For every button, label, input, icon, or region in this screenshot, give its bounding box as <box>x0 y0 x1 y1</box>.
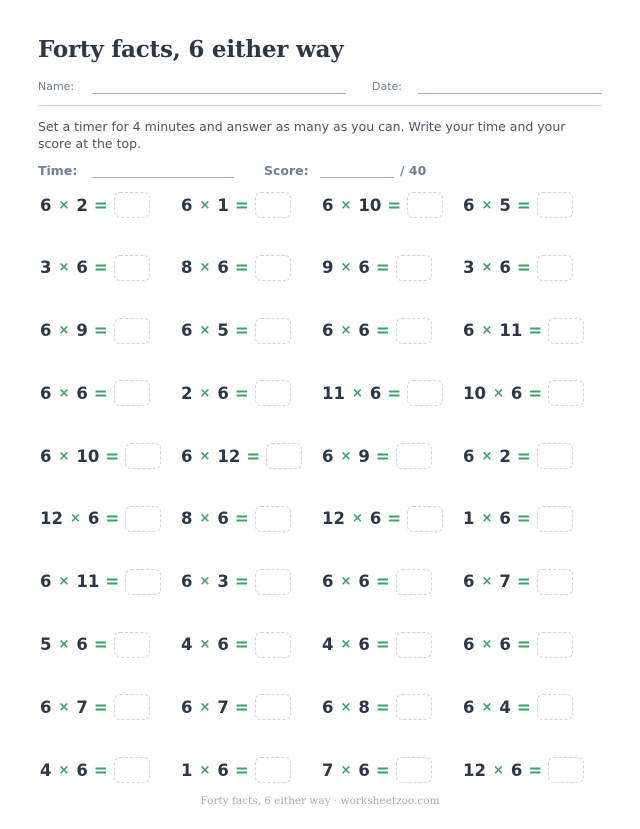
left-operand: 8 <box>181 509 193 529</box>
problem-item <box>463 191 603 219</box>
problem-item <box>40 505 180 533</box>
equals-sign: = <box>375 635 390 655</box>
equals-sign: = <box>516 195 531 215</box>
problem-item <box>181 505 321 533</box>
times-sign: × <box>199 637 211 653</box>
answer-box[interactable] <box>114 255 150 281</box>
times-sign: × <box>492 385 504 401</box>
page-title: Forty facts, 6 either way <box>38 36 344 63</box>
equals-sign: = <box>105 446 120 466</box>
left-operand: 6 <box>181 697 193 717</box>
times-sign: × <box>58 637 70 653</box>
times-sign: × <box>481 448 493 464</box>
left-operand: 12 <box>40 509 63 529</box>
left-operand: 6 <box>322 321 334 341</box>
right-operand: 6 <box>217 635 229 655</box>
right-operand: 6 <box>358 760 370 780</box>
left-operand: 11 <box>322 383 345 403</box>
left-operand: 6 <box>322 572 334 592</box>
problem-item <box>322 317 462 345</box>
answer-box[interactable] <box>537 632 573 658</box>
times-sign: × <box>69 511 81 527</box>
answer-box[interactable] <box>266 443 302 469</box>
left-operand: 3 <box>40 258 52 278</box>
equals-sign: = <box>516 509 531 529</box>
problem-item <box>40 693 180 721</box>
right-operand: 6 <box>369 383 382 403</box>
left-operand: 6 <box>463 195 475 215</box>
problem-row <box>40 254 600 317</box>
problem-item <box>181 191 321 219</box>
equals-sign: = <box>387 509 402 529</box>
equals-sign: = <box>528 760 543 780</box>
equals-sign: = <box>516 446 531 466</box>
name-label: Name: <box>38 80 75 93</box>
right-operand: 6 <box>87 509 100 529</box>
equals-sign: = <box>516 572 531 592</box>
equals-sign: = <box>105 509 120 529</box>
answer-box[interactable] <box>537 192 573 218</box>
problem-item <box>463 317 603 345</box>
left-operand: 6 <box>40 321 52 341</box>
left-operand: 6 <box>181 195 193 215</box>
right-operand: 6 <box>76 635 88 655</box>
problem-item <box>40 317 180 345</box>
answer-box[interactable] <box>114 380 150 406</box>
answer-box[interactable] <box>537 694 573 720</box>
answer-box[interactable] <box>396 443 432 469</box>
times-sign: × <box>199 323 211 339</box>
equals-sign: = <box>516 635 531 655</box>
left-operand: 8 <box>181 258 193 278</box>
problem-row <box>40 756 600 819</box>
answer-box[interactable] <box>537 443 573 469</box>
answer-box[interactable] <box>548 757 584 783</box>
left-operand: 12 <box>322 509 345 529</box>
times-sign: × <box>58 323 70 339</box>
left-operand: 6 <box>463 572 475 592</box>
times-sign: × <box>199 574 211 590</box>
problem-item <box>181 631 321 659</box>
times-sign: × <box>340 699 352 715</box>
times-sign: × <box>58 762 70 778</box>
left-operand: 2 <box>181 383 193 403</box>
problem-item <box>463 693 603 721</box>
right-operand: 9 <box>76 321 88 341</box>
equals-sign: = <box>528 321 543 341</box>
answer-box[interactable] <box>255 192 291 218</box>
answer-box[interactable] <box>396 318 432 344</box>
times-sign: × <box>340 448 352 464</box>
equals-sign: = <box>387 195 402 215</box>
equals-sign: = <box>93 258 108 278</box>
equals-sign: = <box>93 195 108 215</box>
time-score-row <box>38 163 602 183</box>
times-sign: × <box>340 323 352 339</box>
problem-row <box>40 379 600 442</box>
left-operand: 6 <box>40 572 52 592</box>
equals-sign: = <box>375 572 390 592</box>
times-sign: × <box>199 260 211 276</box>
answer-box[interactable] <box>114 757 150 783</box>
times-sign: × <box>481 637 493 653</box>
problem-item <box>322 631 462 659</box>
times-sign: × <box>58 385 70 401</box>
right-operand: 7 <box>499 572 511 592</box>
left-operand: 1 <box>463 509 475 529</box>
answer-box[interactable] <box>537 569 573 595</box>
equals-sign: = <box>234 635 249 655</box>
equals-sign: = <box>234 760 249 780</box>
answer-box[interactable] <box>396 255 432 281</box>
left-operand: 9 <box>322 258 334 278</box>
times-sign: × <box>340 197 352 213</box>
times-sign: × <box>199 197 211 213</box>
left-operand: 6 <box>181 572 193 592</box>
answer-box[interactable] <box>396 632 432 658</box>
answer-box[interactable] <box>255 506 291 532</box>
problem-item <box>181 693 321 721</box>
problem-item <box>322 505 462 533</box>
answer-box[interactable] <box>114 192 150 218</box>
problem-item <box>181 756 321 784</box>
right-operand: 12 <box>217 446 241 466</box>
problem-item <box>40 631 180 659</box>
time-field[interactable] <box>92 177 234 178</box>
score-total: / 40 <box>400 163 427 178</box>
instructions: Set a timer for 4 minutes and answer as many as you can. Write your time and your score at the top. <box>38 119 566 151</box>
score-label: Score: <box>264 163 309 178</box>
left-operand: 6 <box>40 446 52 466</box>
times-sign: × <box>199 699 211 715</box>
problem-row <box>40 693 600 756</box>
times-sign: × <box>199 511 211 527</box>
answer-box[interactable] <box>255 757 291 783</box>
answer-box[interactable] <box>125 506 161 532</box>
right-operand: 7 <box>76 697 88 717</box>
times-sign: × <box>199 385 211 401</box>
answer-box[interactable] <box>407 192 443 218</box>
right-operand: 6 <box>499 635 511 655</box>
times-sign: × <box>58 260 70 276</box>
times-sign: × <box>58 448 70 464</box>
times-sign: × <box>340 260 352 276</box>
equals-sign: = <box>375 321 390 341</box>
problem-item <box>40 379 180 407</box>
times-sign: × <box>58 574 70 590</box>
equals-sign: = <box>93 697 108 717</box>
problem-item <box>40 568 180 596</box>
right-operand: 3 <box>217 572 229 592</box>
date-label: Date: <box>372 80 402 93</box>
answer-box[interactable] <box>548 380 584 406</box>
times-sign: × <box>481 699 493 715</box>
score-field[interactable] <box>320 177 394 178</box>
equals-sign: = <box>375 446 390 466</box>
times-sign: × <box>351 385 363 401</box>
left-operand: 6 <box>181 321 193 341</box>
equals-sign: = <box>234 195 249 215</box>
answer-box[interactable] <box>114 694 150 720</box>
times-sign: × <box>481 511 493 527</box>
right-operand: 6 <box>76 760 88 780</box>
answer-box[interactable] <box>114 632 150 658</box>
problem-item <box>463 568 603 596</box>
left-operand: 6 <box>463 697 475 717</box>
left-operand: 12 <box>463 760 486 780</box>
left-operand: 10 <box>463 383 486 403</box>
right-operand: 6 <box>510 760 523 780</box>
equals-sign: = <box>234 383 249 403</box>
answer-box[interactable] <box>396 694 432 720</box>
right-operand: 6 <box>217 258 229 278</box>
problem-row <box>40 568 600 631</box>
left-operand: 4 <box>322 635 334 655</box>
right-operand: 2 <box>76 195 88 215</box>
right-operand: 10 <box>358 195 382 215</box>
problem-row <box>40 631 600 694</box>
answer-box[interactable] <box>548 318 584 344</box>
times-sign: × <box>481 260 493 276</box>
equals-sign: = <box>528 383 543 403</box>
right-operand: 6 <box>358 572 370 592</box>
answer-box[interactable] <box>407 380 443 406</box>
name-field[interactable] <box>92 93 346 94</box>
left-operand: 6 <box>322 446 334 466</box>
problem-row <box>40 317 600 380</box>
problem-item <box>463 379 603 407</box>
answer-box[interactable] <box>255 632 291 658</box>
equals-sign: = <box>234 258 249 278</box>
problem-item <box>181 317 321 345</box>
right-operand: 6 <box>217 383 229 403</box>
name-date-row <box>38 80 602 100</box>
footer: Forty facts, 6 either way · worksheetzoo.com <box>200 795 440 807</box>
date-field[interactable] <box>418 93 602 94</box>
left-operand: 5 <box>40 635 52 655</box>
problem-item <box>322 379 462 407</box>
left-operand: 6 <box>463 635 475 655</box>
times-sign: × <box>199 448 211 464</box>
equals-sign: = <box>375 258 390 278</box>
header-divider <box>38 105 602 106</box>
problem-item <box>463 505 603 533</box>
problem-item <box>463 442 603 470</box>
right-operand: 10 <box>76 446 100 466</box>
answer-box[interactable] <box>396 757 432 783</box>
problem-item <box>322 756 462 784</box>
answer-box[interactable] <box>255 318 291 344</box>
right-operand: 2 <box>499 446 511 466</box>
equals-sign: = <box>234 572 249 592</box>
time-label: Time: <box>38 163 78 178</box>
answer-box[interactable] <box>255 569 291 595</box>
times-sign: × <box>340 574 352 590</box>
problem-item <box>40 254 180 282</box>
times-sign: × <box>340 637 352 653</box>
equals-sign: = <box>234 321 249 341</box>
equals-sign: = <box>234 697 249 717</box>
left-operand: 6 <box>463 321 475 341</box>
left-operand: 1 <box>181 760 193 780</box>
problem-row <box>40 442 600 505</box>
times-sign: × <box>199 762 211 778</box>
answer-box[interactable] <box>125 443 161 469</box>
right-operand: 6 <box>499 258 511 278</box>
problem-item <box>181 442 321 470</box>
equals-sign: = <box>516 258 531 278</box>
left-operand: 7 <box>322 760 334 780</box>
problem-item <box>322 442 462 470</box>
equals-sign: = <box>234 509 249 529</box>
right-operand: 6 <box>499 509 511 529</box>
right-operand: 5 <box>217 321 229 341</box>
times-sign: × <box>58 197 70 213</box>
times-sign: × <box>492 762 504 778</box>
equals-sign: = <box>93 635 108 655</box>
answer-box[interactable] <box>537 255 573 281</box>
right-operand: 1 <box>217 195 229 215</box>
problem-item <box>181 379 321 407</box>
equals-sign: = <box>105 572 120 592</box>
right-operand: 6 <box>369 509 382 529</box>
problem-item <box>322 568 462 596</box>
answer-box[interactable] <box>255 255 291 281</box>
problem-item <box>40 756 180 784</box>
left-operand: 6 <box>181 446 193 466</box>
answer-box[interactable] <box>396 569 432 595</box>
problem-item <box>322 254 462 282</box>
equals-sign: = <box>93 760 108 780</box>
right-operand: 6 <box>358 321 370 341</box>
right-operand: 11 <box>499 321 523 341</box>
right-operand: 4 <box>499 697 511 717</box>
equals-sign: = <box>375 760 390 780</box>
right-operand: 9 <box>358 446 370 466</box>
times-sign: × <box>481 323 493 339</box>
left-operand: 6 <box>40 195 52 215</box>
answer-box[interactable] <box>125 569 161 595</box>
right-operand: 6 <box>76 258 88 278</box>
answer-box[interactable] <box>537 506 573 532</box>
times-sign: × <box>58 699 70 715</box>
problem-item <box>181 254 321 282</box>
right-operand: 6 <box>217 760 229 780</box>
problem-grid <box>40 191 600 819</box>
problem-item <box>463 254 603 282</box>
left-operand: 4 <box>181 635 193 655</box>
equals-sign: = <box>387 383 402 403</box>
answer-box[interactable] <box>255 380 291 406</box>
left-operand: 3 <box>463 258 475 278</box>
left-operand: 6 <box>322 697 334 717</box>
right-operand: 8 <box>358 697 370 717</box>
left-operand: 6 <box>40 383 52 403</box>
times-sign: × <box>340 762 352 778</box>
times-sign: × <box>481 197 493 213</box>
problem-item <box>181 568 321 596</box>
answer-box[interactable] <box>114 318 150 344</box>
left-operand: 6 <box>322 195 334 215</box>
left-operand: 6 <box>463 446 475 466</box>
right-operand: 6 <box>358 635 370 655</box>
left-operand: 4 <box>40 760 52 780</box>
equals-sign: = <box>246 446 261 466</box>
problem-item <box>40 442 180 470</box>
problem-item <box>40 191 180 219</box>
problem-item <box>463 631 603 659</box>
right-operand: 7 <box>217 697 229 717</box>
equals-sign: = <box>375 697 390 717</box>
equals-sign: = <box>93 383 108 403</box>
times-sign: × <box>351 511 363 527</box>
problem-row <box>40 505 600 568</box>
right-operand: 6 <box>217 509 229 529</box>
equals-sign: = <box>93 321 108 341</box>
problem-item <box>322 693 462 721</box>
right-operand: 11 <box>76 572 100 592</box>
times-sign: × <box>481 574 493 590</box>
right-operand: 6 <box>76 383 88 403</box>
answer-box[interactable] <box>255 694 291 720</box>
answer-box[interactable] <box>407 506 443 532</box>
problem-item <box>322 191 462 219</box>
problem-row <box>40 191 600 254</box>
right-operand: 6 <box>510 383 523 403</box>
left-operand: 6 <box>40 697 52 717</box>
equals-sign: = <box>516 697 531 717</box>
problem-item <box>463 756 603 784</box>
right-operand: 5 <box>499 195 511 215</box>
right-operand: 6 <box>358 258 370 278</box>
